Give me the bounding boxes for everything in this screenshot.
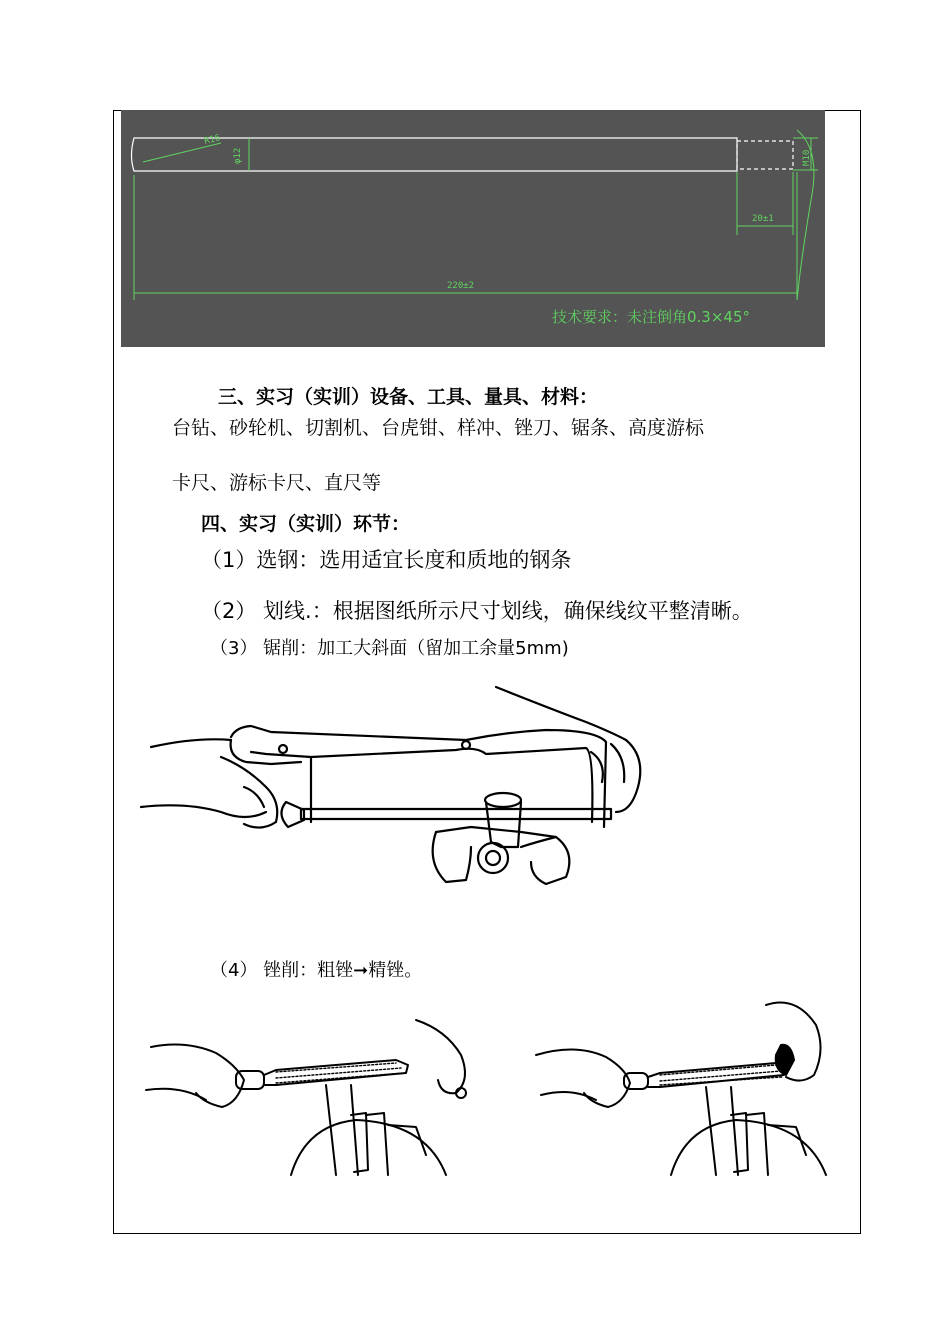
part-outline <box>132 138 794 171</box>
dim-thread-length-label: 20±1 <box>752 214 774 224</box>
step-3-text: （3） 锯削：加工大斜面（留加工余量5mm) <box>210 638 569 659</box>
sawing-illustration <box>126 662 678 915</box>
step-2-text: （2） 划线.：根据图纸所示尺寸划线，确保线纹平整清晰。 <box>201 599 753 623</box>
step-1-text: （1）选钢：选用适宜长度和质地的钢条 <box>201 548 572 572</box>
filing-illustration <box>126 985 836 1197</box>
part-drawing <box>121 110 825 347</box>
dim-total-length-label: 220±2 <box>447 281 475 291</box>
fine-filing-figure <box>536 1003 826 1176</box>
tech-requirement: 技术要求：未注倒角0.3×45° <box>552 308 751 326</box>
step-4-text: （4） 锉削：粗锉➞精锉。 <box>210 960 423 981</box>
dim-radius-label: R16 <box>203 133 222 147</box>
equipment-line-2: 卡尺、游标卡尺、直尺等 <box>172 472 382 494</box>
dimension-labels <box>203 133 812 291</box>
dim-diameter-label: φ12 <box>233 147 243 164</box>
equipment-line-1: 台钻、砂轮机、切割机、台虎钳、样冲、锉刀、锯条、高度游标 <box>172 417 705 439</box>
dim-thread-label: M10 <box>802 149 812 166</box>
rough-filing-figure <box>146 1020 466 1175</box>
section3-heading: 三、实习（实训）设备、工具、量具、材料： <box>218 386 599 408</box>
section4-heading: 四、实习（实训）环节： <box>201 513 411 535</box>
part-drawing-svg <box>121 110 825 347</box>
